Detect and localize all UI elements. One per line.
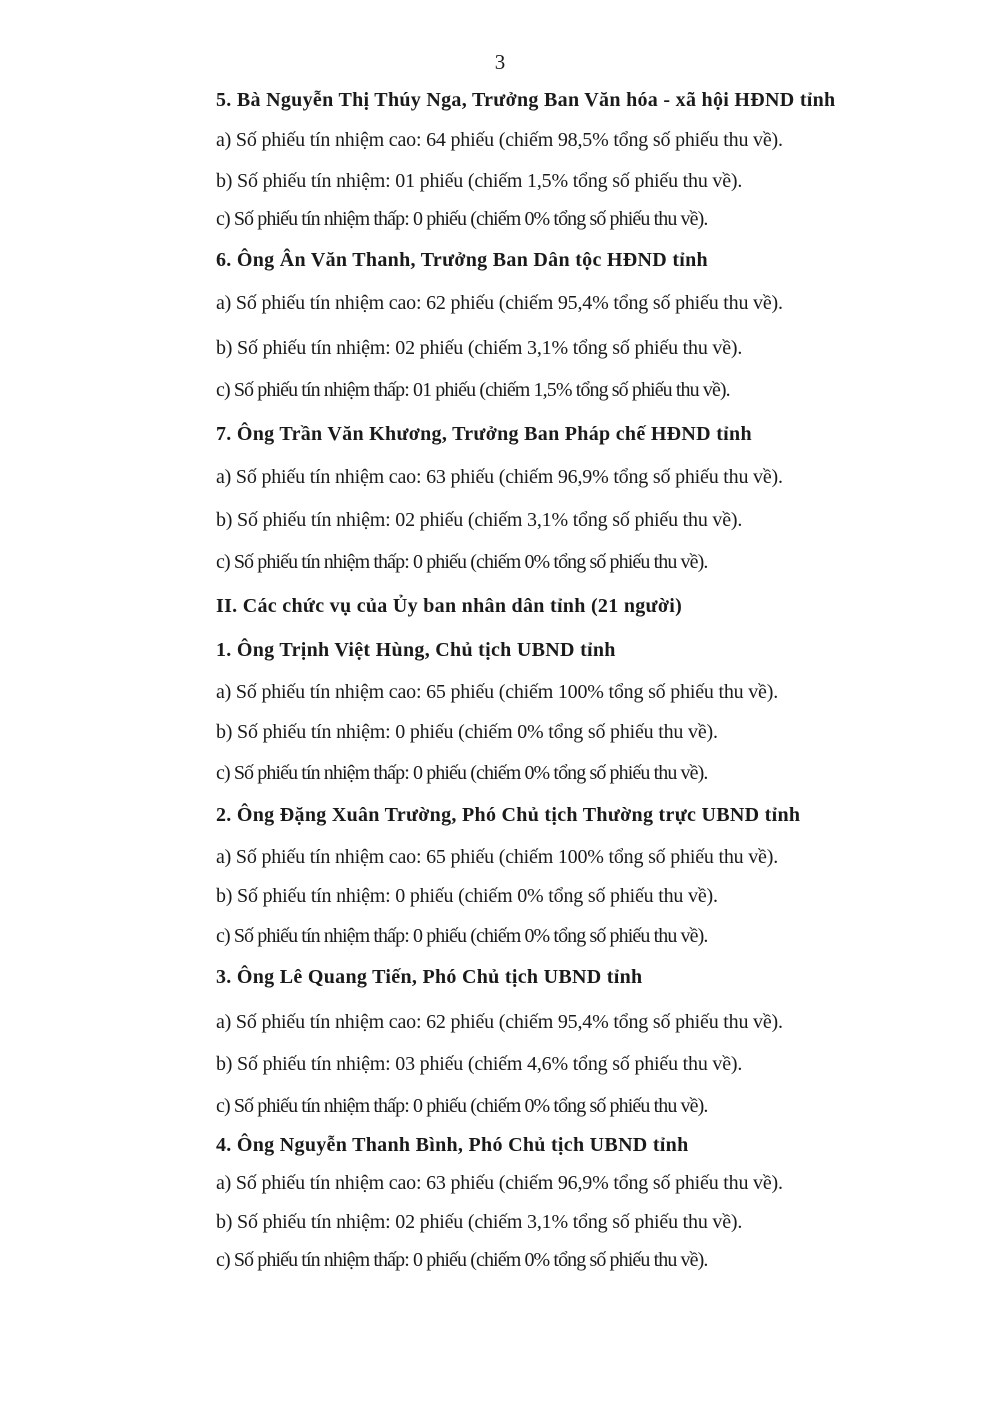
vote-result-line: b) Số phiếu tín nhiệm: 03 phiếu (chiếm 4,6% tổng số phiếu thu về). <box>216 1053 743 1075</box>
section-heading: 4. Ông Nguyễn Thanh Bình, Phó Chủ tịch UBND tỉnh <box>216 1134 689 1156</box>
vote-result-line: a) Số phiếu tín nhiệm cao: 63 phiếu (chiếm 96,9% tổng số phiếu thu về). <box>216 466 783 488</box>
vote-result-line: a) Số phiếu tín nhiệm cao: 65 phiếu (chiếm 100% tổng số phiếu thu về). <box>216 846 778 868</box>
vote-result-line: c) Số phiếu tín nhiệm thấp: 01 phiếu (chiếm 1,5% tổng số phiếu thu về). <box>216 379 730 401</box>
vote-result-line: c) Số phiếu tín nhiệm thấp: 0 phiếu (chiếm 0% tổng số phiếu thu về). <box>216 551 708 573</box>
vote-result-line: b) Số phiếu tín nhiệm: 0 phiếu (chiếm 0% tổng số phiếu thu về). <box>216 721 718 743</box>
section-heading: 7. Ông Trần Văn Khương, Trưởng Ban Pháp chế HĐND tỉnh <box>216 423 752 445</box>
vote-result-line: b) Số phiếu tín nhiệm: 01 phiếu (chiếm 1,5% tổng số phiếu thu về). <box>216 170 743 192</box>
vote-result-line: c) Số phiếu tín nhiệm thấp: 0 phiếu (chiếm 0% tổng số phiếu thu về). <box>216 208 708 230</box>
vote-result-line: b) Số phiếu tín nhiệm: 02 phiếu (chiếm 3,1% tổng số phiếu thu về). <box>216 337 743 359</box>
vote-result-line: a) Số phiếu tín nhiệm cao: 62 phiếu (chiếm 95,4% tổng số phiếu thu về). <box>216 1011 783 1033</box>
section-heading: 2. Ông Đặng Xuân Trường, Phó Chủ tịch Thường trực UBND tỉnh <box>216 804 801 826</box>
vote-result-line: c) Số phiếu tín nhiệm thấp: 0 phiếu (chiếm 0% tổng số phiếu thu về). <box>216 925 708 947</box>
vote-result-line: c) Số phiếu tín nhiệm thấp: 0 phiếu (chiếm 0% tổng số phiếu thu về). <box>216 1095 708 1117</box>
vote-result-line: a) Số phiếu tín nhiệm cao: 64 phiếu (chiếm 98,5% tổng số phiếu thu về). <box>216 129 783 151</box>
vote-result-line: b) Số phiếu tín nhiệm: 02 phiếu (chiếm 3,1% tổng số phiếu thu về). <box>216 1211 743 1233</box>
vote-result-line: a) Số phiếu tín nhiệm cao: 65 phiếu (chiếm 100% tổng số phiếu thu về). <box>216 681 778 703</box>
section-heading: 1. Ông Trịnh Việt Hùng, Chủ tịch UBND tỉnh <box>216 639 616 661</box>
section-heading: 6. Ông Ân Văn Thanh, Trưởng Ban Dân tộc HĐND tỉnh <box>216 249 708 271</box>
section-heading: 5. Bà Nguyễn Thị Thúy Nga, Trưởng Ban Văn hóa - xã hội HĐND tỉnh <box>216 89 836 111</box>
vote-result-line: b) Số phiếu tín nhiệm: 02 phiếu (chiếm 3,1% tổng số phiếu thu về). <box>216 509 743 531</box>
vote-result-line: c) Số phiếu tín nhiệm thấp: 0 phiếu (chiếm 0% tổng số phiếu thu về). <box>216 1249 708 1271</box>
vote-result-line: a) Số phiếu tín nhiệm cao: 62 phiếu (chiếm 95,4% tổng số phiếu thu về). <box>216 292 783 314</box>
section-heading: II. Các chức vụ của Ủy ban nhân dân tỉnh (21 người) <box>216 595 683 617</box>
vote-result-line: a) Số phiếu tín nhiệm cao: 63 phiếu (chiếm 96,9% tổng số phiếu thu về). <box>216 1172 783 1194</box>
vote-result-line: b) Số phiếu tín nhiệm: 0 phiếu (chiếm 0% tổng số phiếu thu về). <box>216 885 718 907</box>
section-heading: 3. Ông Lê Quang Tiến, Phó Chủ tịch UBND tỉnh <box>216 966 643 988</box>
vote-result-line: c) Số phiếu tín nhiệm thấp: 0 phiếu (chiếm 0% tổng số phiếu thu về). <box>216 762 708 784</box>
page-number: 3 <box>494 50 506 74</box>
